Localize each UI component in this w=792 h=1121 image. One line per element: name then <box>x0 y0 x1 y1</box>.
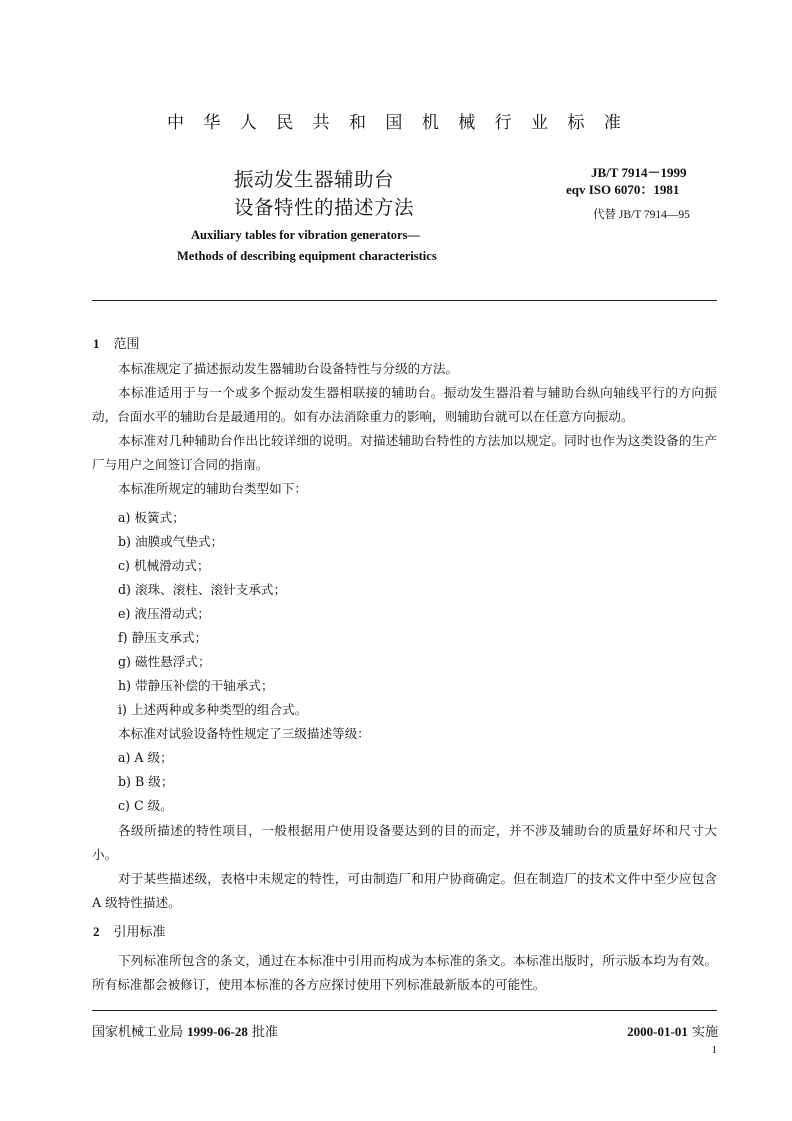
standard-number: JB/T 7914－1999 <box>591 165 687 180</box>
footer-divider <box>92 1010 717 1011</box>
table-type-item: i) 上述两种或多种类型的组合式。 <box>118 702 308 717</box>
equivalent-standard: eqv ISO 6070：1981 <box>566 182 680 197</box>
grades-intro: 本标准对试验设备特性规定了三级描述等级： <box>118 726 370 741</box>
section-2-paragraph: 下列标准所包含的条文，通过在本标准中引用而构成为本标准的条文。本标准出版时，所示版本均为有效。所有标准都会被修订，使用本标准的各方应探讨使用下列标准最新版本的可能性。 <box>92 953 717 992</box>
section-2-number: 2 <box>93 924 100 939</box>
table-type-item: b) 油膜或气垫式； <box>118 534 224 549</box>
title-en-line-2: Methods of describing equipment characteristics <box>177 249 437 263</box>
table-type-item: f) 静压支承式； <box>118 630 208 645</box>
approved-label: 批准 <box>251 1025 278 1040</box>
title-zh-line-2: 设备特性的描述方法 <box>234 196 415 219</box>
section-1-title: 范围 <box>113 337 140 352</box>
table-type-item: c) 机械滑动式； <box>118 558 210 573</box>
page-number: 1 <box>711 1044 717 1056</box>
section-1-closing-paragraph: 各级所描述的特性项目，一般根据用户使用设备要达到的目的而定，并不涉及辅助台的质量好坏和尺寸大小。 <box>92 823 717 862</box>
section-2-heading <box>93 921 166 940</box>
footer-issuer <box>92 1021 278 1040</box>
section-1-paragraph: 本标准对几种辅助台作出比较详细的说明。对描述辅助台特性的方法加以规定。同时也作为这类设备的生产厂与用户之间签订合同的指南。 <box>92 433 717 472</box>
table-type-item: e) 液压滑动式； <box>118 606 210 621</box>
title-en-line-1: Auxiliary tables for vibration generators— <box>191 228 420 242</box>
table-type-item: d) 滚珠、滚柱、滚针支承式； <box>118 582 287 597</box>
effective-date: 2000-01-01 <box>627 1024 688 1039</box>
header-divider <box>92 300 717 301</box>
issuer-name: 国家机械工业局 <box>92 1025 184 1040</box>
effective-label: 实施 <box>691 1025 718 1040</box>
table-type-item: g) 磁性悬浮式； <box>118 654 211 669</box>
title-zh-line-1: 振动发生器辅助台 <box>234 168 395 191</box>
section-1-number: 1 <box>93 336 100 351</box>
approved-date: 1999-06-28 <box>187 1024 248 1039</box>
section-1-paragraph: 本标准所规定的辅助台类型如下： <box>118 481 307 496</box>
section-1-heading <box>93 333 140 352</box>
footer-effective <box>627 1021 718 1040</box>
grade-item: b) B 级； <box>118 774 174 789</box>
section-1-paragraph: 本标准适用于与一个或多个振动发生器相联接的辅助台。振动发生器沿着与辅助台纵向轴线平行的方向振动，台面水平的辅助台是最通用的。如有办法消除重力的影响，则辅助台就可以在任意方向振动。 <box>92 385 717 424</box>
grade-item: c) C 级。 <box>118 798 173 813</box>
section-1-closing-paragraph: 对于某些描述级，表格中未规定的特性，可由制造厂和用户协商确定。但在制造厂的技术文件中至少应包含 A 级特性描述。 <box>92 871 717 910</box>
table-type-item: h) 带静压补偿的干轴承式； <box>118 678 274 693</box>
section-1-paragraph: 本标准规定了描述振动发生器辅助台设备特性与分级的方法。 <box>118 361 459 376</box>
standard-category-header: 中 华 人 民 共 和 国 机 械 行 业 标 准 <box>167 113 628 133</box>
table-type-item: a) 板簧式； <box>118 510 185 525</box>
grade-item: a) A 级； <box>118 750 173 765</box>
replaces-standard: 代替 JB/T 7914—95 <box>593 209 690 221</box>
section-2-title: 引用标准 <box>113 925 166 940</box>
